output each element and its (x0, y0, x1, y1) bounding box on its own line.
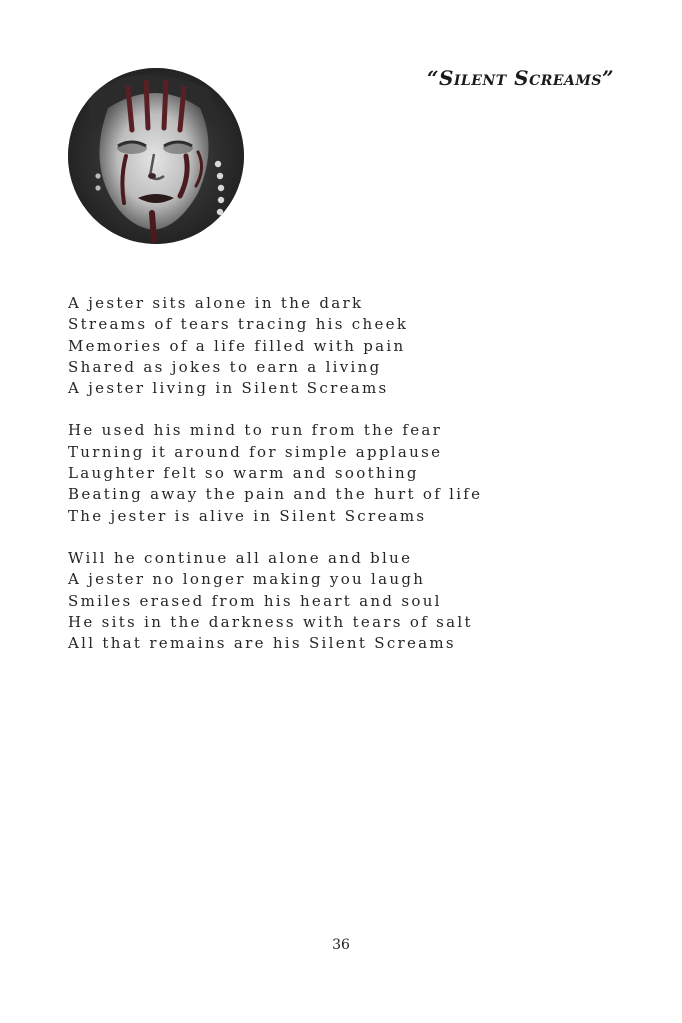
poem-line: Smiles erased from his heart and soul (68, 591, 442, 610)
poem-line: All that remains are his Silent Screams (68, 634, 456, 653)
poem-line: A jester living in Silent Screams (68, 379, 389, 398)
poem-line: Turning it around for simple applause (68, 442, 443, 461)
jester-portrait-image (68, 68, 244, 244)
poem-line: A jester no longer making you laugh (68, 570, 426, 589)
stanza (68, 293, 482, 399)
page-title: “Silent Screams” (426, 66, 614, 90)
poem-line: Streams of tears tracing his cheek (68, 315, 409, 334)
poem-line: Beating away the pain and the hurt of life (68, 485, 483, 504)
poem-line: Memories of a life filled with pain (68, 336, 406, 355)
jester-face-icon (68, 68, 244, 244)
stanza (68, 548, 482, 654)
poem-line: Shared as jokes to earn a living (68, 357, 382, 376)
poem-line: He sits in the darkness with tears of salt (68, 612, 473, 631)
stanza (68, 420, 482, 526)
poem-line: He used his mind to run from the fear (68, 421, 443, 440)
poem-line: Laughter felt so warm and soothing (68, 464, 419, 483)
poem-body (68, 293, 482, 675)
poem-line: Will he continue all alone and blue (68, 548, 413, 567)
page-number: 36 (332, 937, 350, 953)
poem-line: A jester sits alone in the dark (68, 294, 364, 312)
poem-line: The jester is alive in Silent Screams (68, 506, 427, 525)
